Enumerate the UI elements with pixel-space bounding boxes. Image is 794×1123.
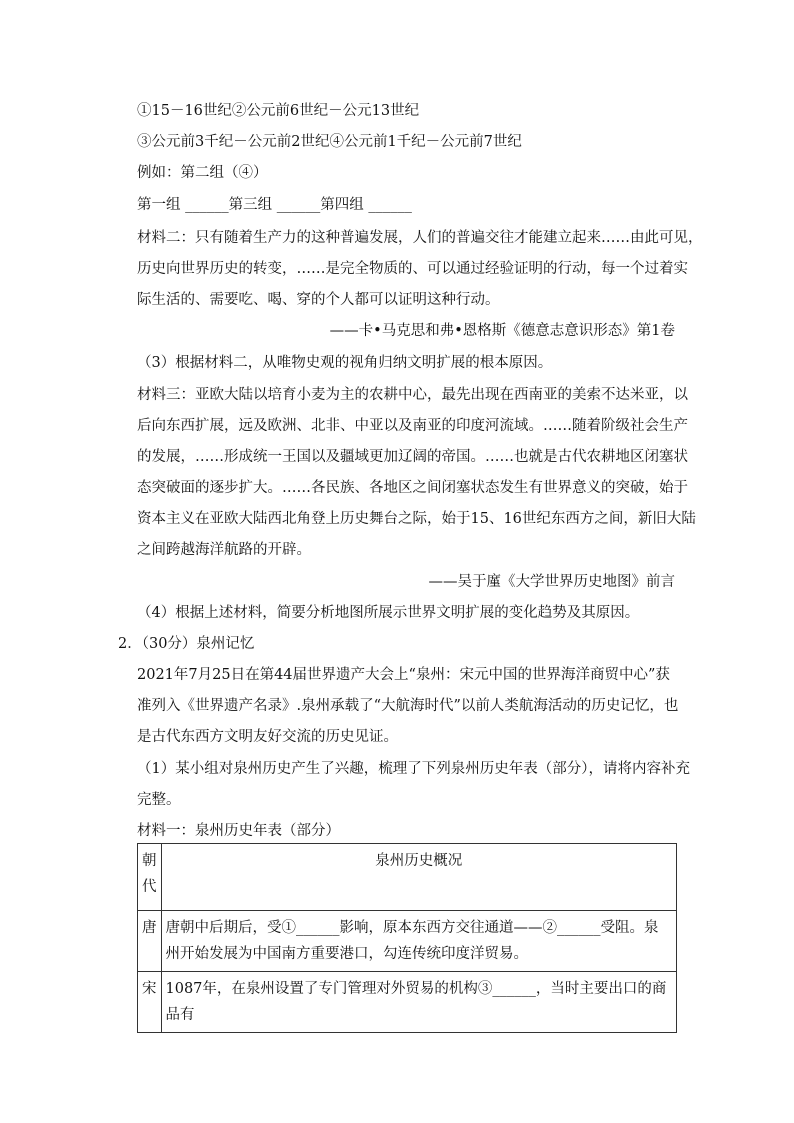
overview-cell: 唐朝中后期后，受①______影响，原本东西方交往通道——②______受阻。泉州开始发展为中国南方重要港口，勾连传统印度洋贸易。 xyxy=(161,911,677,972)
section2-intro-line: 2021年7月25日在第44届世界遗产大会上“泉州：宋元中国的世界海洋商贸中心”获 xyxy=(137,667,670,683)
question-2-1-line: （1）某小组对泉州历史产生了兴趣，梳理了下列泉州历史年表（部分），请将内容补充 xyxy=(137,761,690,777)
example-line: 例如：第二组（④） xyxy=(137,165,268,181)
groups-answer-line: 第一组 ______第三组 ______第四组 ______ xyxy=(137,197,412,213)
period-options-line-1: ①15－16世纪②公元前6世纪－公元13世纪 xyxy=(137,103,420,119)
material2-line: 际生活的、需要吃、喝、穿的个人都可以证明这种行动。 xyxy=(137,292,500,308)
dynasty-cell: 唐 xyxy=(138,911,162,972)
material1-label: 材料一：泉州历史年表（部分） xyxy=(137,823,340,839)
section2-intro-line: 是古代东西方文明友好交流的历史见证。 xyxy=(137,729,398,745)
dynasty-cell: 宋 xyxy=(138,972,162,1033)
question-2-heading: 2．（30分）泉州记忆 xyxy=(118,636,255,652)
material3-line: 态突破面的逐步扩大。……各民族、各地区之间闭塞状态发生有世界意义的突破，始于 xyxy=(137,480,688,496)
table-row xyxy=(138,972,677,1033)
material3-line: 后向东西扩展，远及欧洲、北非、中亚以及南亚的印度河流域。……随着阶级社会生产 xyxy=(137,418,688,434)
material3-line: 材料三：亚欧大陆以培育小麦为主的农耕中心，最先出现在西南亚的美索不达米亚，以 xyxy=(137,387,688,403)
question-3: （3）根据材料二，从唯物史观的视角归纳文明扩展的根本原因。 xyxy=(137,355,553,371)
material3-line: 资本主义在亚欧大陆西北角登上历史舞台之际，始于15、16世纪东西方之间，新旧大陆 xyxy=(137,511,696,527)
dynasty-column-header: 朝代 xyxy=(138,844,162,911)
material2-line: 材料二：只有随着生产力的这种普遍发展，人们的普遍交往才能建立起来……由此可见， xyxy=(137,230,703,246)
material3-line: 之间跨越海洋航路的开辟。 xyxy=(137,542,311,558)
question-4: （4）根据上述材料，简要分析地图所展示世界文明扩展的变化趋势及其原因。 xyxy=(137,605,640,621)
material3-source: ——吴于廑《大学世界历史地图》前言 xyxy=(428,574,675,590)
quanzhou-history-table xyxy=(137,843,677,1033)
material3-line: 的发展，……形成统一王国以及疆域更加辽阔的帝国。……也就是古代农耕地区闭塞状 xyxy=(137,449,688,465)
material2-line: 历史向世界历史的转变，……是完全物质的、可以通过经验证明的行动，每一个过着实 xyxy=(137,261,688,277)
overview-column-header: 泉州历史概况 xyxy=(161,844,677,911)
section2-intro-line: 准列入《世界遗产名录》.泉州承载了“大航海时代”以前人类航海活动的历史记忆，也 xyxy=(137,698,679,714)
material2-source: ——卡•马克思和弗•恩格斯《德意志意识形态》第1卷 xyxy=(329,323,675,339)
period-options-line-2: ③公元前3千纪－公元前2世纪④公元前1千纪－公元前7世纪 xyxy=(137,134,522,150)
table-row xyxy=(138,911,677,972)
overview-cell: 1087年，在泉州设置了专门管理对外贸易的机构③______，当时主要出口的商品有 xyxy=(161,972,677,1033)
question-2-1-line: 完整。 xyxy=(137,792,181,808)
table-header-row xyxy=(138,844,677,911)
